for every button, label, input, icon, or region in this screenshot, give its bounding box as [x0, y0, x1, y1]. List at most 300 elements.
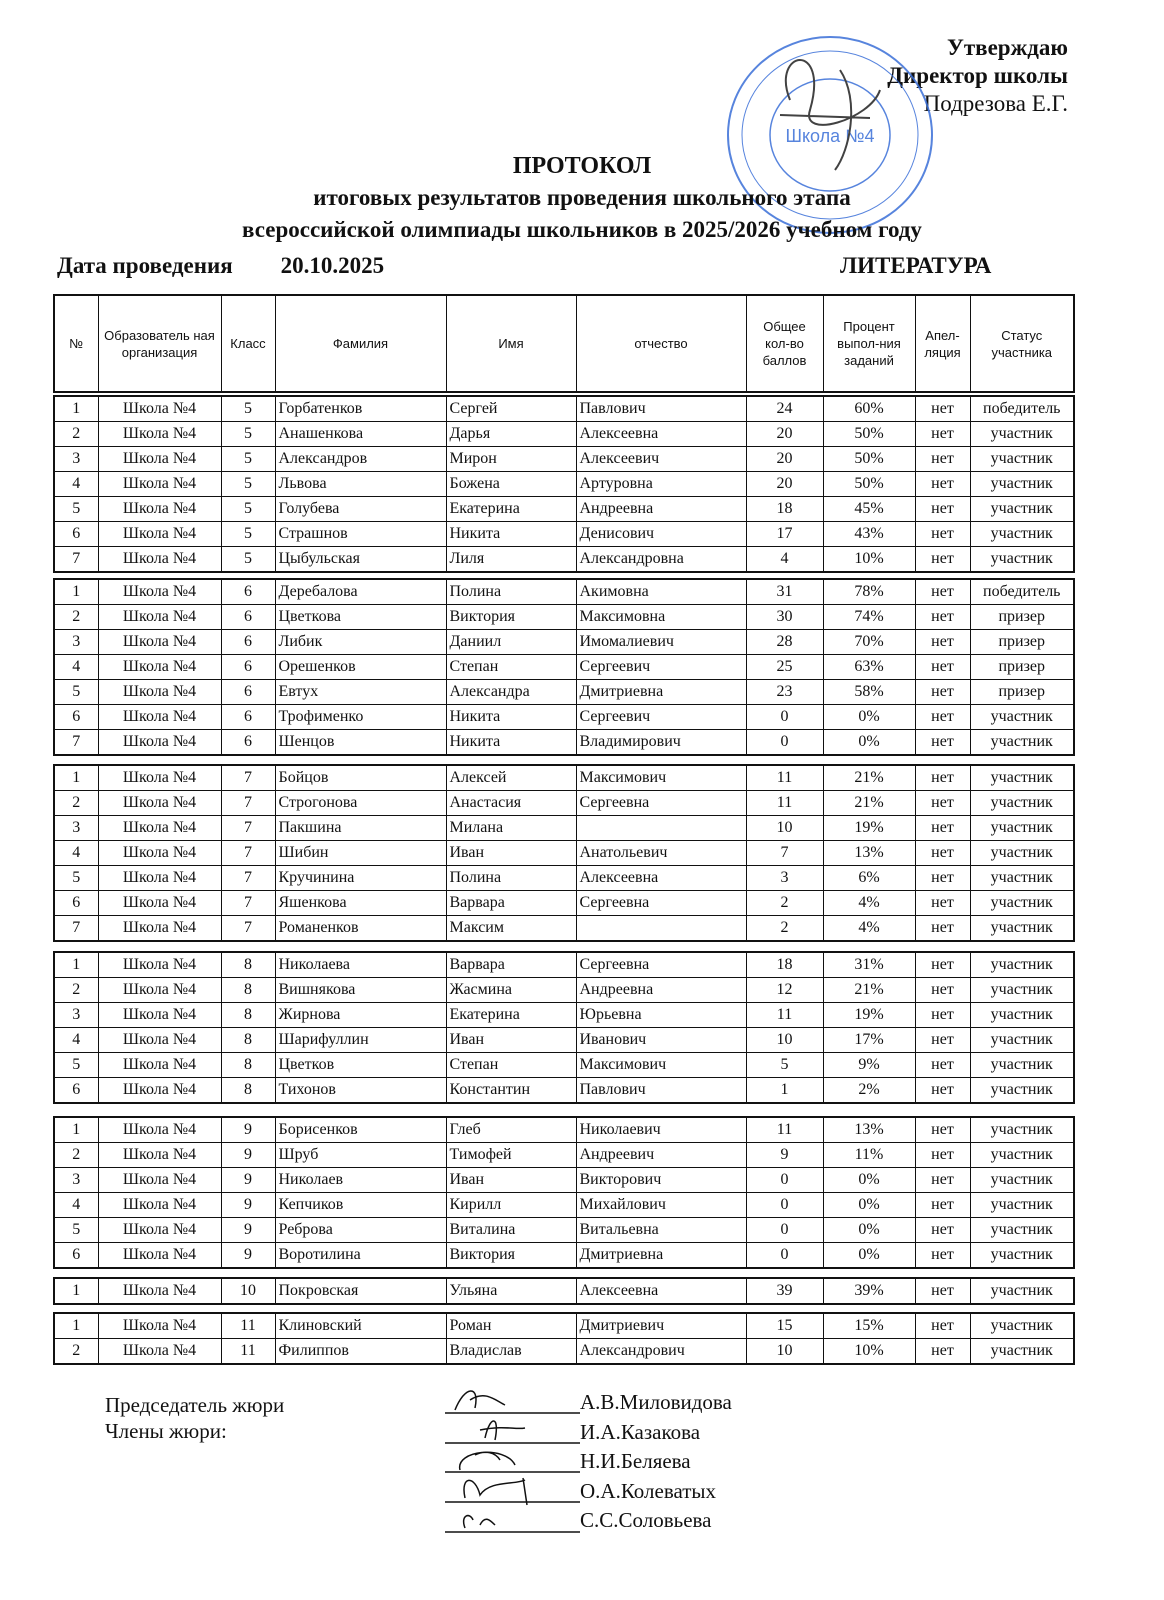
cell-number: 6: [54, 1078, 98, 1104]
table-row: [54, 447, 1074, 472]
table-row: [54, 396, 1074, 422]
cell-organization: Школа №4: [98, 1278, 221, 1304]
cell-first-name: Виталина: [446, 1218, 576, 1243]
table-row: [54, 978, 1074, 1003]
cell-appeal: нет: [915, 1143, 970, 1168]
cell-grade: 5: [221, 447, 275, 472]
date-line: [57, 253, 384, 279]
cell-organization: Школа №4: [98, 866, 221, 891]
cell-percent: 50%: [823, 422, 915, 447]
cell-surname: Анашенкова: [275, 422, 446, 447]
cell-percent: 21%: [823, 791, 915, 816]
cell-surname: Александров: [275, 447, 446, 472]
cell-status: победитель: [970, 396, 1074, 422]
cell-number: 7: [54, 730, 98, 756]
cell-organization: Школа №4: [98, 422, 221, 447]
cell-grade: 7: [221, 866, 275, 891]
cell-surname: Покровская: [275, 1278, 446, 1304]
cell-appeal: нет: [915, 1168, 970, 1193]
table-row: [54, 1168, 1074, 1193]
cell-number: 6: [54, 1243, 98, 1269]
cell-grade: 7: [221, 816, 275, 841]
cell-grade: 9: [221, 1218, 275, 1243]
cell-grade: 11: [221, 1339, 275, 1365]
cell-first-name: Глеб: [446, 1117, 576, 1143]
cell-appeal: нет: [915, 630, 970, 655]
cell-status: победитель: [970, 579, 1074, 605]
cell-status: участник: [970, 1339, 1074, 1365]
cell-number: 2: [54, 1339, 98, 1365]
cell-first-name: Анастасия: [446, 791, 576, 816]
cell-organization: Школа №4: [98, 952, 221, 978]
header-percent: Процент выпол-ния заданий: [823, 295, 915, 392]
cell-surname: Филиппов: [275, 1339, 446, 1365]
cell-grade: 7: [221, 916, 275, 942]
cell-first-name: Константин: [446, 1078, 576, 1104]
cell-first-name: Даниил: [446, 630, 576, 655]
table-row: [54, 605, 1074, 630]
table-row: [54, 791, 1074, 816]
cell-percent: 17%: [823, 1028, 915, 1053]
cell-grade: 6: [221, 730, 275, 756]
cell-patronymic: Сергеевич: [576, 655, 746, 680]
cell-percent: 10%: [823, 1339, 915, 1365]
cell-organization: Школа №4: [98, 1143, 221, 1168]
header-grade: Класс: [221, 295, 275, 392]
table-row: [54, 866, 1074, 891]
cell-appeal: нет: [915, 705, 970, 730]
cell-first-name: Полина: [446, 866, 576, 891]
cell-first-name: Дарья: [446, 422, 576, 447]
cell-number: 4: [54, 655, 98, 680]
cell-number: 5: [54, 1218, 98, 1243]
cell-score: 18: [746, 497, 823, 522]
cell-first-name: Никита: [446, 730, 576, 756]
cell-patronymic: Сергеевна: [576, 791, 746, 816]
cell-score: 10: [746, 1028, 823, 1053]
header-number: №: [54, 295, 98, 392]
cell-status: участник: [970, 891, 1074, 916]
cell-first-name: Владислав: [446, 1339, 576, 1365]
cell-patronymic: Алексеевна: [576, 1278, 746, 1304]
cell-patronymic: Сергеевич: [576, 705, 746, 730]
cell-grade: 9: [221, 1168, 275, 1193]
cell-status: участник: [970, 765, 1074, 791]
cell-number: 5: [54, 866, 98, 891]
cell-surname: Шруб: [275, 1143, 446, 1168]
cell-first-name: Максим: [446, 916, 576, 942]
cell-grade: 6: [221, 579, 275, 605]
cell-patronymic: Павлович: [576, 396, 746, 422]
cell-percent: 4%: [823, 891, 915, 916]
cell-number: 7: [54, 916, 98, 942]
cell-organization: Школа №4: [98, 765, 221, 791]
cell-number: 6: [54, 891, 98, 916]
cell-organization: Школа №4: [98, 1168, 221, 1193]
cell-first-name: Никита: [446, 705, 576, 730]
cell-organization: Школа №4: [98, 1218, 221, 1243]
cell-status: участник: [970, 1053, 1074, 1078]
cell-status: участник: [970, 1003, 1074, 1028]
cell-score: 30: [746, 605, 823, 630]
table-row: [54, 1143, 1074, 1168]
cell-surname: Шибин: [275, 841, 446, 866]
cell-score: 0: [746, 1243, 823, 1269]
cell-score: 3: [746, 866, 823, 891]
cell-grade: 5: [221, 422, 275, 447]
cell-surname: Реброва: [275, 1218, 446, 1243]
members-label: Члены жюри:: [105, 1419, 227, 1443]
cell-number: 1: [54, 1278, 98, 1304]
table-row: [54, 1117, 1074, 1143]
cell-status: участник: [970, 1278, 1074, 1304]
cell-surname: Трофименко: [275, 705, 446, 730]
cell-patronymic: Витальевна: [576, 1218, 746, 1243]
cell-status: призер: [970, 655, 1074, 680]
cell-appeal: нет: [915, 447, 970, 472]
cell-score: 11: [746, 1003, 823, 1028]
cell-appeal: нет: [915, 1117, 970, 1143]
cell-percent: 70%: [823, 630, 915, 655]
cell-status: участник: [970, 1117, 1074, 1143]
cell-organization: Школа №4: [98, 579, 221, 605]
cell-organization: Школа №4: [98, 978, 221, 1003]
cell-status: участник: [970, 447, 1074, 472]
cell-number: 3: [54, 816, 98, 841]
cell-appeal: нет: [915, 978, 970, 1003]
cell-grade: 6: [221, 680, 275, 705]
cell-number: 5: [54, 1053, 98, 1078]
cell-first-name: Полина: [446, 579, 576, 605]
approval-name: Подрезова Е.Г.: [923, 91, 1068, 116]
cell-organization: Школа №4: [98, 791, 221, 816]
cell-grade: 5: [221, 472, 275, 497]
cell-first-name: Божена: [446, 472, 576, 497]
cell-grade: 7: [221, 765, 275, 791]
cell-appeal: нет: [915, 1053, 970, 1078]
table-row: [54, 579, 1074, 605]
cell-appeal: нет: [915, 1218, 970, 1243]
cell-organization: Школа №4: [98, 1028, 221, 1053]
cell-surname: Николаев: [275, 1168, 446, 1193]
cell-percent: 21%: [823, 765, 915, 791]
cell-number: 2: [54, 422, 98, 447]
cell-score: 5: [746, 1053, 823, 1078]
cell-percent: 0%: [823, 730, 915, 756]
cell-organization: Школа №4: [98, 497, 221, 522]
cell-grade: 8: [221, 1028, 275, 1053]
cell-surname: Пакшина: [275, 816, 446, 841]
cell-status: участник: [970, 1168, 1074, 1193]
cell-score: 0: [746, 730, 823, 756]
cell-first-name: Иван: [446, 1168, 576, 1193]
cell-organization: Школа №4: [98, 1193, 221, 1218]
cell-status: участник: [970, 816, 1074, 841]
cell-surname: Жирнова: [275, 1003, 446, 1028]
cell-score: 20: [746, 447, 823, 472]
cell-percent: 60%: [823, 396, 915, 422]
document-title: [0, 150, 1164, 246]
cell-first-name: Алексей: [446, 765, 576, 791]
cell-first-name: Мирон: [446, 447, 576, 472]
cell-organization: Школа №4: [98, 891, 221, 916]
cell-patronymic: Юрьевна: [576, 1003, 746, 1028]
table-row: [54, 816, 1074, 841]
cell-organization: Школа №4: [98, 1339, 221, 1365]
table-row: [54, 916, 1074, 942]
title-line-2: итоговых результатов проведения школьного этапа: [313, 185, 851, 210]
cell-status: участник: [970, 705, 1074, 730]
cell-percent: 0%: [823, 1193, 915, 1218]
cell-first-name: Екатерина: [446, 497, 576, 522]
cell-percent: 19%: [823, 1003, 915, 1028]
cell-percent: 0%: [823, 1243, 915, 1269]
date-label: Дата проведения: [57, 253, 233, 278]
cell-score: 4: [746, 547, 823, 573]
cell-number: 1: [54, 952, 98, 978]
cell-appeal: нет: [915, 605, 970, 630]
cell-surname: Строгонова: [275, 791, 446, 816]
grade-group: [53, 578, 1075, 756]
cell-status: участник: [970, 1028, 1074, 1053]
cell-appeal: нет: [915, 1278, 970, 1304]
cell-patronymic: Алексеевич: [576, 447, 746, 472]
header-organization: Образователь ная организация: [98, 295, 221, 392]
table-row: [54, 547, 1074, 573]
cell-surname: Страшнов: [275, 522, 446, 547]
cell-percent: 74%: [823, 605, 915, 630]
cell-patronymic: Максимович: [576, 765, 746, 791]
cell-patronymic: Дмитриевич: [576, 1313, 746, 1339]
cell-grade: 7: [221, 791, 275, 816]
cell-status: участник: [970, 547, 1074, 573]
cell-percent: 6%: [823, 866, 915, 891]
cell-score: 2: [746, 916, 823, 942]
cell-grade: 5: [221, 547, 275, 573]
cell-appeal: нет: [915, 547, 970, 573]
cell-score: 25: [746, 655, 823, 680]
cell-patronymic: Павлович: [576, 1078, 746, 1104]
cell-first-name: Милана: [446, 816, 576, 841]
table-row: [54, 630, 1074, 655]
cell-score: 11: [746, 791, 823, 816]
cell-patronymic: Артуровна: [576, 472, 746, 497]
cell-patronymic: Владимирович: [576, 730, 746, 756]
approval-block: [887, 34, 1068, 118]
table-row: [54, 891, 1074, 916]
cell-percent: 39%: [823, 1278, 915, 1304]
cell-percent: 50%: [823, 447, 915, 472]
cell-percent: 50%: [823, 472, 915, 497]
cell-surname: Яшенкова: [275, 891, 446, 916]
cell-surname: Николаева: [275, 952, 446, 978]
cell-surname: Евтух: [275, 680, 446, 705]
cell-first-name: Кирилл: [446, 1193, 576, 1218]
cell-surname: Вишнякова: [275, 978, 446, 1003]
cell-appeal: нет: [915, 730, 970, 756]
cell-percent: 31%: [823, 952, 915, 978]
cell-organization: Школа №4: [98, 841, 221, 866]
cell-score: 23: [746, 680, 823, 705]
cell-appeal: нет: [915, 422, 970, 447]
cell-score: 39: [746, 1278, 823, 1304]
cell-patronymic: Андреевна: [576, 497, 746, 522]
cell-status: призер: [970, 605, 1074, 630]
cell-percent: 15%: [823, 1313, 915, 1339]
cell-score: 24: [746, 396, 823, 422]
table-row: [54, 1003, 1074, 1028]
cell-score: 28: [746, 630, 823, 655]
jury-member-3: Н.И.Беляева: [580, 1449, 691, 1473]
cell-appeal: нет: [915, 1193, 970, 1218]
cell-first-name: Тимофей: [446, 1143, 576, 1168]
cell-appeal: нет: [915, 1028, 970, 1053]
grade-group: [53, 764, 1075, 942]
cell-first-name: Екатерина: [446, 1003, 576, 1028]
cell-appeal: нет: [915, 866, 970, 891]
table-header: [53, 294, 1075, 393]
cell-appeal: нет: [915, 1243, 970, 1269]
jury-member-2: И.А.Казакова: [580, 1419, 701, 1444]
cell-patronymic: Максимовна: [576, 605, 746, 630]
cell-appeal: нет: [915, 1339, 970, 1365]
table-row: [54, 1278, 1074, 1304]
cell-grade: 8: [221, 952, 275, 978]
cell-appeal: нет: [915, 522, 970, 547]
cell-number: 4: [54, 841, 98, 866]
cell-surname: Орешенков: [275, 655, 446, 680]
grade-group: [53, 1116, 1075, 1269]
grade-group: [53, 395, 1075, 573]
cell-percent: 4%: [823, 916, 915, 942]
cell-percent: 0%: [823, 705, 915, 730]
cell-surname: Либик: [275, 630, 446, 655]
cell-number: 3: [54, 1003, 98, 1028]
cell-surname: Бойцов: [275, 765, 446, 791]
table-row: [54, 841, 1074, 866]
cell-first-name: Лиля: [446, 547, 576, 573]
cell-patronymic: Андреевна: [576, 978, 746, 1003]
cell-grade: 9: [221, 1117, 275, 1143]
cell-patronymic: Андреевич: [576, 1143, 746, 1168]
cell-grade: 5: [221, 522, 275, 547]
cell-patronymic: Алексеевна: [576, 866, 746, 891]
table-row: [54, 680, 1074, 705]
table-row: [54, 422, 1074, 447]
cell-score: 7: [746, 841, 823, 866]
chair-label: Председатель жюри: [105, 1393, 285, 1417]
cell-surname: Клиновский: [275, 1313, 446, 1339]
cell-score: 15: [746, 1313, 823, 1339]
cell-status: участник: [970, 866, 1074, 891]
cell-patronymic: Максимович: [576, 1053, 746, 1078]
cell-first-name: Сергей: [446, 396, 576, 422]
cell-number: 1: [54, 579, 98, 605]
cell-grade: 9: [221, 1243, 275, 1269]
cell-grade: 6: [221, 655, 275, 680]
cell-surname: Горбатенков: [275, 396, 446, 422]
cell-score: 0: [746, 1168, 823, 1193]
header-appeal: Апел-ляция: [915, 295, 970, 392]
approval-heading: Утверждаю: [947, 35, 1068, 60]
cell-percent: 10%: [823, 547, 915, 573]
cell-first-name: Виктория: [446, 1243, 576, 1269]
table-row: [54, 1193, 1074, 1218]
approval-position: Директор школы: [887, 63, 1068, 88]
cell-patronymic: Дмитриевна: [576, 680, 746, 705]
cell-number: 1: [54, 765, 98, 791]
cell-percent: 19%: [823, 816, 915, 841]
cell-appeal: нет: [915, 841, 970, 866]
cell-percent: 58%: [823, 680, 915, 705]
title-line-3: всероссийской олимпиады школьников в 2025/2026 учебном году: [242, 217, 922, 242]
cell-surname: Борисенков: [275, 1117, 446, 1143]
cell-patronymic: [576, 916, 746, 942]
cell-status: участник: [970, 978, 1074, 1003]
cell-first-name: Степан: [446, 655, 576, 680]
cell-score: 0: [746, 1193, 823, 1218]
table-row: [54, 1339, 1074, 1365]
cell-status: участник: [970, 1143, 1074, 1168]
cell-percent: 0%: [823, 1218, 915, 1243]
cell-patronymic: Акимовна: [576, 579, 746, 605]
cell-organization: Школа №4: [98, 1053, 221, 1078]
cell-patronymic: Александрович: [576, 1339, 746, 1365]
cell-score: 20: [746, 422, 823, 447]
cell-first-name: Никита: [446, 522, 576, 547]
cell-first-name: Роман: [446, 1313, 576, 1339]
cell-organization: Школа №4: [98, 547, 221, 573]
cell-appeal: нет: [915, 891, 970, 916]
cell-patronymic: Викторович: [576, 1168, 746, 1193]
cell-score: 12: [746, 978, 823, 1003]
cell-appeal: нет: [915, 1003, 970, 1028]
cell-score: 17: [746, 522, 823, 547]
cell-grade: 8: [221, 1003, 275, 1028]
cell-surname: Шенцов: [275, 730, 446, 756]
cell-first-name: Александра: [446, 680, 576, 705]
cell-surname: Цыбульская: [275, 547, 446, 573]
cell-number: 1: [54, 1117, 98, 1143]
cell-patronymic: Александровна: [576, 547, 746, 573]
cell-surname: Деребалова: [275, 579, 446, 605]
cell-number: 4: [54, 1028, 98, 1053]
table-row: [54, 1078, 1074, 1104]
cell-number: 6: [54, 522, 98, 547]
cell-percent: 45%: [823, 497, 915, 522]
cell-first-name: Варвара: [446, 952, 576, 978]
cell-grade: 6: [221, 705, 275, 730]
cell-grade: 10: [221, 1278, 275, 1304]
cell-number: 2: [54, 978, 98, 1003]
cell-organization: Школа №4: [98, 816, 221, 841]
cell-number: 1: [54, 396, 98, 422]
cell-number: 6: [54, 705, 98, 730]
table-row: [54, 655, 1074, 680]
cell-patronymic: Иванович: [576, 1028, 746, 1053]
jury-signatures: [445, 1380, 580, 1570]
cell-score: 0: [746, 1218, 823, 1243]
cell-score: 31: [746, 579, 823, 605]
cell-appeal: нет: [915, 497, 970, 522]
cell-appeal: нет: [915, 396, 970, 422]
jury-member-1: А.В.Миловидова: [580, 1390, 732, 1414]
cell-patronymic: Алексеевна: [576, 422, 746, 447]
cell-appeal: нет: [915, 472, 970, 497]
table-row: [54, 705, 1074, 730]
jury-member-5: С.С.Соловьева: [580, 1508, 712, 1532]
cell-grade: 9: [221, 1193, 275, 1218]
